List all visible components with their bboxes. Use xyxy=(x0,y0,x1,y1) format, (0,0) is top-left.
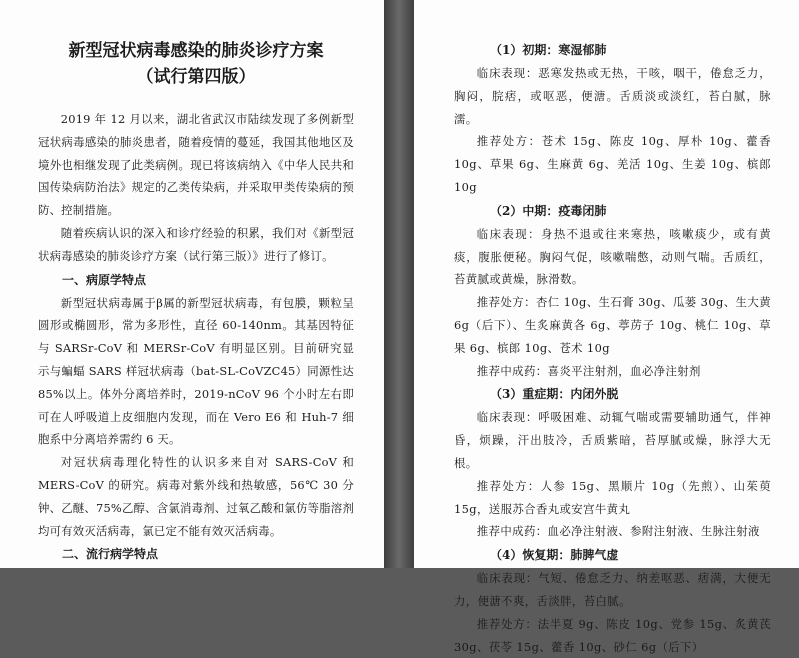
paragraph-revision: 随着疾病认识的深入和诊疗经验的积累，我们对《新型冠状病毒感染的肺炎诊疗方案（试行第三版）》进行了修订。 xyxy=(38,225,354,263)
paragraph-severe-medicine: 推荐中成药：血必净注射液、参附注射液、生脉注射液 xyxy=(476,524,760,539)
document-subtitle: （试行第四版） xyxy=(136,67,256,87)
paragraph-severe-prescription: 推荐处方：人参 15g、黑顺片 10g（先煎）、山茱萸 15g，送服苏合香丸或安宫牛黄丸 xyxy=(454,478,771,516)
paragraph-recovery-symptoms: 临床表现：气短、倦怠乏力、纳差呕恶、痞满，大便无力，便溏不爽，舌淡胖，苔白腻。 xyxy=(454,571,771,608)
book-gutter xyxy=(384,0,414,568)
stage-heading-initial: （1）初期：寒湿郁肺 xyxy=(490,43,607,57)
paragraph-middle-medicine: 推荐中成药：喜炎平注射剂，血必净注射剂 xyxy=(476,363,701,378)
section-heading-epidemiology: 二、流行病学特点 xyxy=(62,547,159,562)
paragraph-initial-prescription: 推荐处方：苍术 15g、陈皮 10g、厚朴 10g、藿香 10g、草果 6g、生麻黄 6g、羌活 10g、生姜 10g、槟郎 10g xyxy=(454,134,771,194)
stage-heading-recovery: （4）恢复期：肺脾气虚 xyxy=(490,548,619,563)
paragraph-middle-prescription: 推荐处方：杏仁 10g、生石膏 30g、瓜蒌 30g、生大黄 6g（后下）、生炙麻黄各 6g、葶苈子 10g、桃仁 10g、草果 6g、槟郎 10g、苍术 10g xyxy=(454,295,771,355)
paragraph-virus-characteristics: 新型冠状病毒属于β属的新型冠状病毒，有包膜，颗粒呈圆形或椭圆形，常为多形性，直径 60-140nm。其基因特征与 SARSr-CoV 和 MERSr-CoV 有明显区别。目前研究显示与蝙蝠 SARS 样冠状病毒（bat-SL-CoVZC45）同源性达 85%以上。体外分离培养时，2019-nCoV 96 个小时左右即可在人呼吸道上皮细胞内发现，而在 Vero E6 和 Huh-7 细胞系中分离培养需约 6 天。 xyxy=(38,295,354,447)
section-heading-pathogen: 一、病原学特点 xyxy=(62,272,147,287)
document-page-right xyxy=(414,0,799,654)
paragraph-severe-symptoms: 临床表现：呼吸困难、动辄气喘或需要辅助通气，伴神昏，烦躁，汗出肢冷，舌质紫暗，苔厚腻或燥，脉浮大无根。 xyxy=(454,410,771,470)
stage-heading-severe: （3）重症期：内闭外脱 xyxy=(490,387,619,402)
document-page-left xyxy=(0,0,384,568)
paragraph-middle-symptoms: 临床表现：身热不退或往来寒热，咳嗽痰少，或有黄痰，腹胀便秘。胸闷气促，咳嗽喘憋，动则气喘。舌质红，苔黄腻或黄燥，脉滑数。 xyxy=(454,226,771,287)
paragraph-initial-symptoms: 临床表现：恶寒发热或无热，干咳，咽干，倦怠乏力，胸闷，脘痞，或呕恶，便溏。舌质淡或淡红，苔白腻，脉濡。 xyxy=(454,66,771,126)
paragraph-recovery-prescription: 推荐处方：法半夏 9g、陈皮 10g、党参 15g、炙黄芪 30g、茯苓 15g、藿香 10g、砂仁 6g（后下） xyxy=(454,616,771,654)
paragraph-physicochemical: 对冠状病毒理化特性的认识多来自对 SARS-CoV 和 MERS-CoV 的研究。病毒对紫外线和热敏感，56℃ 30 分钟、乙醚、75%乙醇、含氯消毒剂、过氧乙酸和氯仿等脂溶剂均可有效灭活病毒，氯已定不能有效灭活病毒。 xyxy=(38,455,354,538)
document-title: 新型冠状病毒感染的肺炎诊疗方案 xyxy=(68,41,324,61)
stage-heading-middle: （2）中期：疫毒闭肺 xyxy=(490,203,607,218)
paragraph-intro: 2019 年 12 月以来，湖北省武汉市陆续发现了多例新型冠状病毒感染的肺炎患者，随着疫情的蔓延，我国其他地区及境外也相继发现了此类病例。现已将该病纳入《中华人民共和国传染病防治法》规定的乙类传染病，并采取甲类传染病的预防、控制措施。 xyxy=(38,112,354,218)
